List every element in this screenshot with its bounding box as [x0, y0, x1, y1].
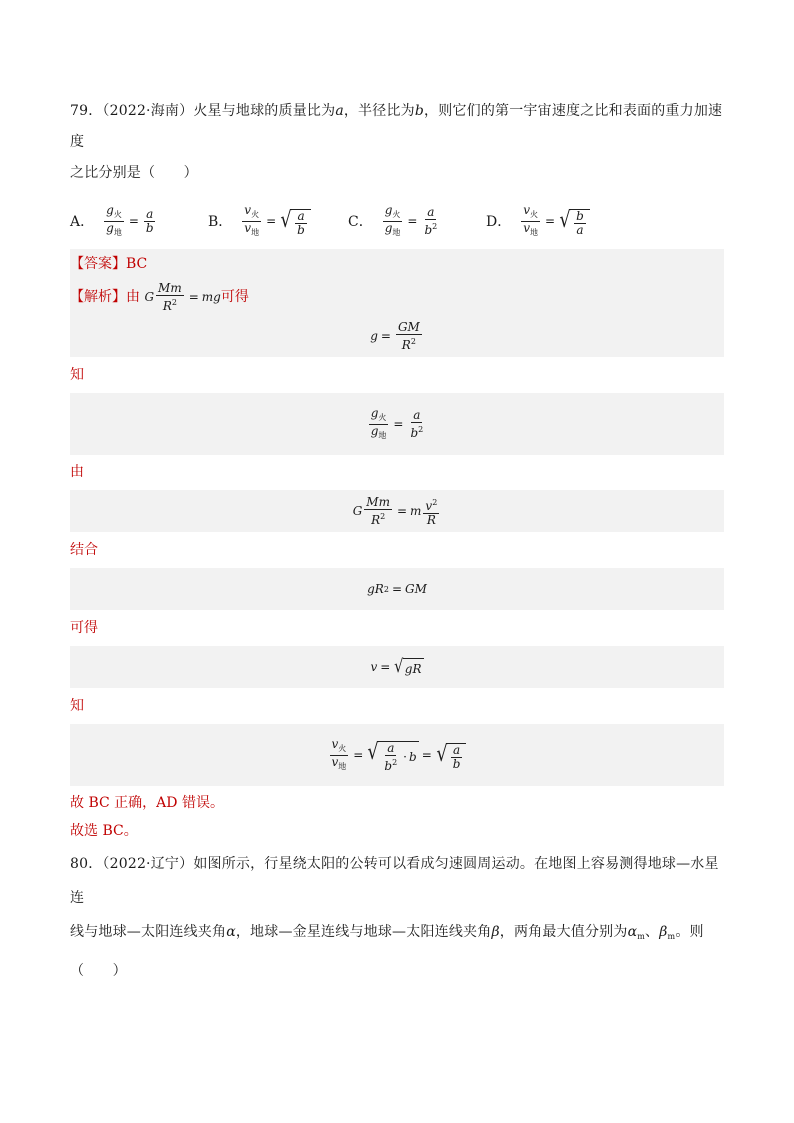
fraction-a-over-b2: $\frac{a}{b^2}$	[424, 204, 438, 237]
question-text: 火星与地球的质量比为	[193, 103, 336, 119]
option-label: A．	[70, 214, 95, 230]
question-text: ，则它们的第一宇宙速度之比和表面的重力加速度	[70, 103, 723, 150]
fraction-g-ratio: $\frac{g_火}{g_地}$	[384, 202, 401, 237]
question-text: ，半径比为	[343, 103, 415, 119]
formula-g-eq-gm-r2: g = $\frac{GM}{R^2}$	[370, 319, 420, 352]
answer-row	[70, 249, 724, 279]
alpha-symbol: α	[226, 924, 236, 940]
formula-g-ratio: $\frac{g_火}{g_地}$ = $\frac{a}{b^2}$	[70, 393, 724, 455]
analysis-tag: 【解析】	[70, 289, 126, 305]
fraction-a-over-b: $\frac{a}{b}$	[145, 206, 154, 235]
analysis-lead: 由	[126, 289, 140, 305]
question-source: （2022·海南）	[102, 103, 194, 119]
conclusion: 故 BC 正确，AD 错误。	[70, 795, 224, 811]
option-label: C．	[348, 214, 373, 230]
formula-v-ratio: $\frac{v_火}{v_地}$ = √ $\frac{a}{b^2}$ · b = √ $\frac{a}{b}$	[70, 724, 724, 786]
question-text: 。则	[675, 924, 704, 940]
option-c[interactable]: C． $\frac{g_火}{g_地}$ = $\frac{a}{b^2}$	[348, 202, 438, 237]
answer-tag: 【答案】	[70, 256, 126, 272]
analysis-text: 可得	[220, 289, 249, 305]
beta-m-symbol: $\beta_m$	[659, 924, 676, 941]
question-source: （2022·辽宁）	[102, 856, 194, 872]
question-text: ，两角最大值分别为	[499, 924, 628, 940]
question-text: 线与地球—太阳连线夹角	[70, 924, 227, 940]
sqrt-b-over-a: √ $\frac{b}{a}$	[558, 206, 590, 237]
question-80-line1	[70, 847, 724, 915]
step-word: 可得	[70, 620, 98, 636]
answer-value: BC	[126, 256, 148, 272]
answer-options	[70, 199, 724, 243]
fraction-v-ratio: $\frac{v_火}{v_地}$	[244, 202, 260, 237]
formula-centripetal: G $\frac{Mm}{R^2}$ = m $\frac{v^2}{R}$	[70, 490, 724, 532]
fraction-v-ratio: $\frac{v_火}{v_地}$	[523, 202, 539, 237]
question-80-line3: （ ）	[70, 963, 127, 979]
formula-gravity: G $\frac{Mm}{R^2}$ = mg	[144, 281, 221, 313]
fraction-g-ratio: $\frac{g_火}{g_地}$	[106, 202, 122, 237]
question-number: 80．	[70, 856, 103, 872]
option-label: B．	[208, 214, 233, 230]
question-79-line1	[70, 96, 724, 158]
final-choice: 故选 BC。	[70, 823, 138, 839]
question-number: 79．	[70, 103, 103, 119]
formula-v-eq-sqrt-gr: v = √ gR	[70, 646, 724, 688]
separator: 、	[645, 924, 660, 940]
option-a[interactable]: A． $\frac{g_火}{g_地}$ = $\frac{a}{b}$	[70, 202, 154, 237]
variable-a: a	[335, 103, 344, 119]
option-label: D．	[486, 214, 512, 230]
step-word: 知	[70, 367, 84, 383]
option-d[interactable]: D． $\frac{v_火}{v_地}$ = √ $\frac{b}{a}$	[486, 204, 624, 239]
sqrt-a-over-b: √ $\frac{a}{b}$	[279, 206, 311, 237]
question-79-line2: 之比分别是（ ）	[70, 165, 198, 181]
variable-b: b	[414, 103, 425, 119]
question-80-line2	[70, 915, 724, 954]
question-text: 如图所示，行星绕太阳的公转可以看成匀速圆周运动。在地图上容易测得地球—水星连	[70, 856, 719, 906]
formula-gr2-eq-gm: gR 2 = GM	[70, 568, 724, 610]
step-word: 结合	[70, 542, 98, 558]
analysis-row	[70, 279, 724, 315]
option-b[interactable]: B． $\frac{v_火}{v_地}$ = √ $\frac{a}{b}$	[208, 204, 348, 239]
answer-block	[70, 249, 724, 357]
document-page	[70, 96, 724, 988]
beta-symbol: β	[491, 924, 500, 940]
question-text: ，地球—金星连线与地球—太阳连线夹角	[235, 924, 492, 940]
step-word: 知	[70, 698, 84, 714]
alpha-m-symbol: $\alpha_m$	[627, 924, 646, 941]
step-word: 由	[70, 464, 84, 480]
